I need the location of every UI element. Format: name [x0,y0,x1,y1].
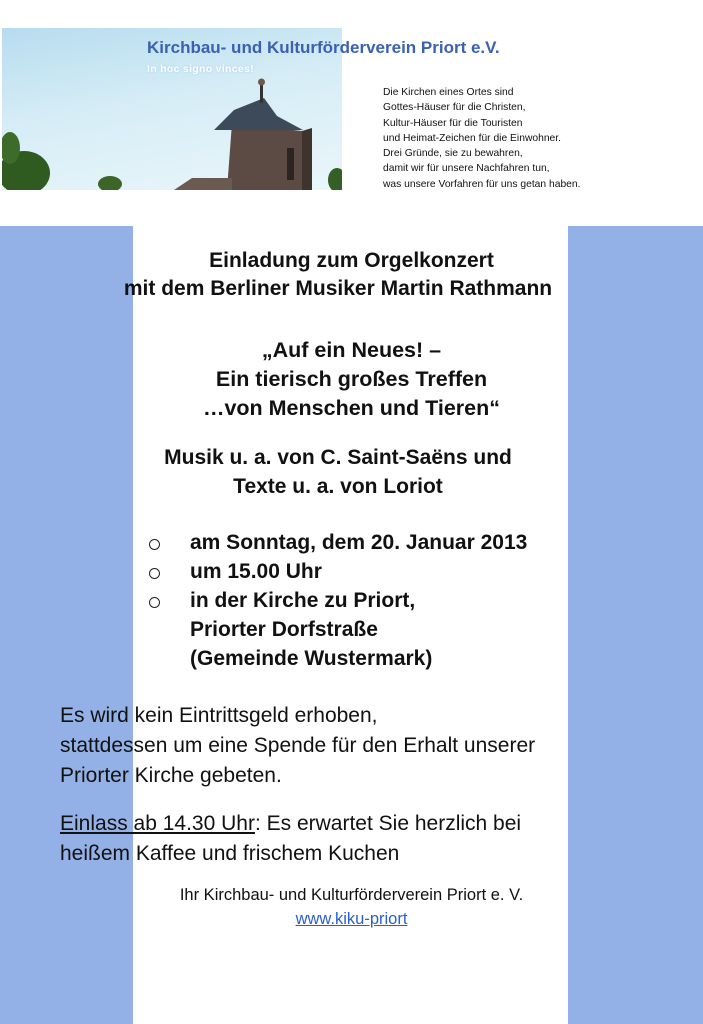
bullet-circle-icon [149,539,160,550]
program-title-line: …von Menschen und Tieren“ [202,396,501,420]
website-link[interactable]: www.kiku-priort [295,910,408,928]
program-title [0,336,703,423]
quote-line: Kultur-Häuser für die Touristen [383,117,523,129]
motto: In hoc signo vinces! [147,63,254,75]
bullet-circle-icon [149,597,160,608]
texts-line: Texte u. a. von Loriot [233,475,443,498]
place-street: Priorter Dorfstraße [190,618,378,641]
quote-line: Drei Gründe, sie zu bewahren, [383,148,523,160]
quote-line: Die Kirchen eines Ortes sind [383,87,514,98]
program-title-line: „Auf ein Neues! – [261,338,442,362]
quote-line: damit wir für unsere Nachfahren tun, [383,163,550,175]
entry-notice: Einlass ab 14.30 Uhr: Es erwartet Sie herzlich bei heißem Kaffee und frischem Kuchen [60,812,522,865]
bullet-circle-icon [149,568,160,579]
quote-block [383,85,581,192]
quote-line: Gottes-Häuser für die Christen, [383,102,526,114]
program-title-line: Ein tierisch großes Treffen [215,367,488,391]
fee-notice: Es wird kein Eintrittsgeld erhoben, stattdessen um eine Spende für den Erhalt unserer Priorter Kirche gebeten. [60,704,536,787]
place-item: in der Kirche zu Priort, [146,586,527,615]
quote-line: und Heimat-Zeichen für die Einwohner. [383,132,562,144]
music-credits [0,443,676,501]
time-item: um 15.00 Uhr [146,557,527,586]
signature: Ihr Kirchbau- und Kulturförderverein Priort e. V. [179,886,524,904]
date-item: am Sonntag, dem 20. Januar 2013 [146,528,527,557]
org-title: Kirchbau- und Kulturförderverein Priort e.V. [147,38,500,57]
quote-line: was unsere Vorfahren für uns getan haben. [383,178,581,190]
website-link-wrap [0,910,703,929]
invitation-heading: Einladung zum Orgelkonzert [209,249,494,272]
entry-time: Einlass ab 14.30 Uhr [60,812,255,835]
music-line: Musik u. a. von C. Saint-Saëns und [164,446,512,469]
place-municipality: (Gemeinde Wustermark) [190,647,433,670]
invitation-subheading: mit dem Berliner Musiker Martin Rathmann [123,277,553,300]
event-details [146,528,527,673]
